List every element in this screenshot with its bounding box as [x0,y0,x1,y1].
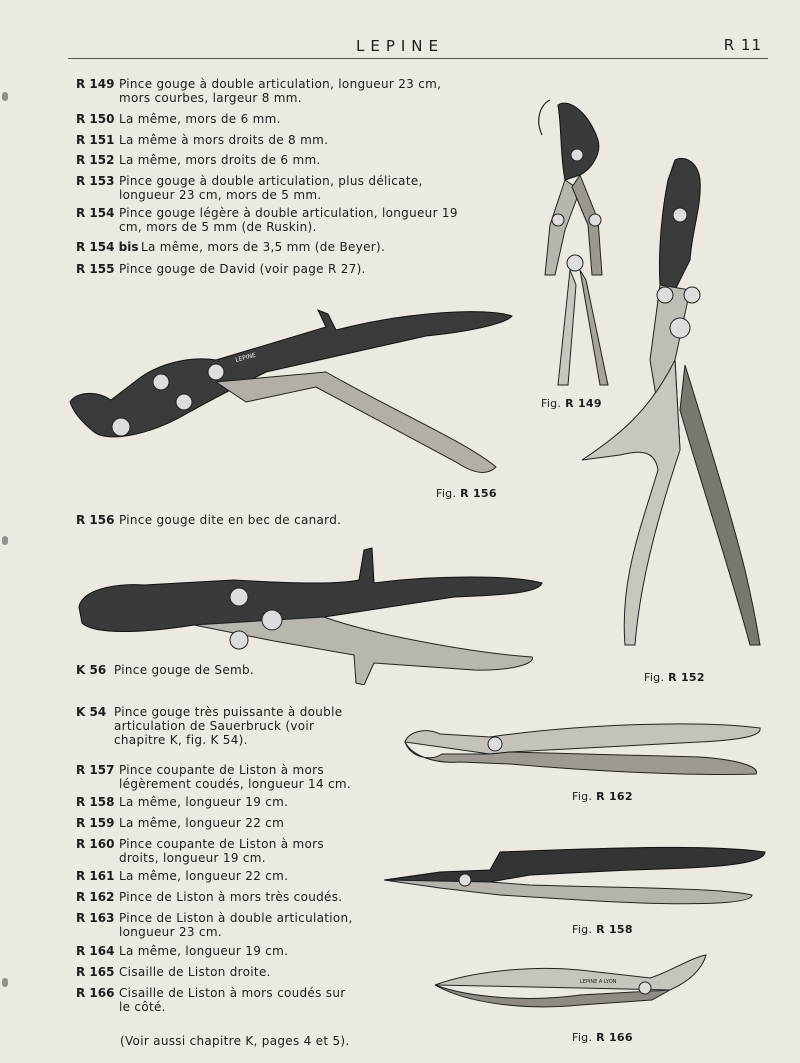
entry-code: R 166 [76,986,115,1000]
figure-r152-rongeur [580,150,765,650]
see-also-note: (Voir aussi chapitre K, pages 4 et 5). [120,1034,350,1048]
entry-code: R 161 [76,869,115,883]
entry-code: R 165 [76,965,115,979]
entry-code: R 158 [76,795,115,809]
entry-k54 [76,705,368,747]
caption-prefix: Fig. [572,1031,593,1044]
entry-text: La même, longueur 19 cm. [119,795,289,809]
entry-r165 [76,965,476,979]
entry-text: Cisaille de Liston à mors coudés sur le côté. [119,986,346,1014]
entry-text: La même, mors de 6 mm. [119,112,281,126]
entry-text: Pince de Liston à double articulation, longueur 23 cm. [119,911,353,939]
caption-prefix: Fig. [436,487,457,500]
entry-r149 [76,77,476,105]
entry-code: R 149 [76,77,115,91]
figure-r166-forceps [430,950,710,1025]
entry-code: R 152 [76,153,115,167]
caption-ref: R 156 [460,487,497,500]
page-number: R 11 [723,36,762,54]
entry-text: Pince gouge très puissante à double articulation de Sauerbruck (voir chapitre K, fig. K 54). [114,705,343,747]
entry-code: R 154 bis [76,240,139,254]
figure-caption-r166 [572,1031,633,1044]
entry-r156 [76,513,476,527]
entry-code: R 150 [76,112,115,126]
entry-r154-bis [76,240,476,254]
entry-text: Pince coupante de Liston à mors légèrement coudés, longueur 14 cm. [119,763,352,791]
figure-r158-forceps [380,840,768,910]
entry-code: R 156 [76,513,115,527]
entry-text: La même à mors droits de 8 mm. [119,133,329,147]
entry-r159 [76,816,476,830]
entry-r150 [76,112,476,126]
entry-text: Pince gouge à double articulation, plus délicate, longueur 23 cm, mors de 5 mm. [119,174,423,202]
entry-r166 [76,986,358,1014]
entry-code: K 54 [76,705,107,719]
caption-ref: R 149 [565,397,602,410]
entry-code: R 153 [76,174,115,188]
entry-text: Cisaille de Liston droite. [119,965,271,979]
figure-r162-forceps [400,712,765,788]
caption-prefix: Fig. [572,790,593,803]
entry-code: R 162 [76,890,115,904]
caption-ref: R 158 [596,923,633,936]
entry-text: La même, longueur 22 cm. [119,869,289,883]
entry-r158 [76,795,476,809]
entry-r163 [76,911,358,939]
entry-r157 [76,763,358,791]
page-header-title: LEPINE [355,37,444,55]
entry-code: R 164 [76,944,115,958]
figure-caption-r162 [572,790,633,803]
entry-r160 [76,837,358,865]
entry-r151 [76,133,476,147]
entry-r155 [76,262,476,276]
entry-text: Pince gouge de David (voir page R 27). [119,262,366,276]
entry-text: La même, mors droits de 6 mm. [119,153,321,167]
entry-code: R 155 [76,262,115,276]
figure-k56-rongeur [74,545,544,685]
caption-ref: R 162 [596,790,633,803]
entry-r152 [76,153,476,167]
figure-caption-r152 [644,671,705,684]
margin-mark [2,92,8,101]
caption-ref: R 166 [596,1031,633,1044]
entry-code: R 163 [76,911,115,925]
entry-code: R 160 [76,837,115,851]
margin-mark [2,978,8,987]
entry-r164 [76,944,476,958]
entry-text: Pince gouge légère à double articulation, longueur 19 cm, mors de 5 mm (de Ruskin). [119,206,458,234]
entry-text: Pince de Liston à mors très coudés. [119,890,343,904]
entry-text: La même, longueur 22 cm [119,816,285,830]
figure-r156-rongeur [66,302,516,482]
entry-code: R 154 [76,206,115,220]
entry-r154 [76,206,476,234]
figure-caption-r156 [436,487,497,500]
entry-text: Pince gouge dite en bec de canard. [119,513,342,527]
entry-text: La même, longueur 19 cm. [119,944,289,958]
engraved-brand-mark: LEPINE [234,351,257,364]
entry-text: Pince gouge de Semb. [114,663,255,677]
entry-code: R 157 [76,763,115,777]
entry-code: R 151 [76,133,115,147]
entry-text: Pince gouge à double articulation, longueur 23 cm, mors courbes, largeur 8 mm. [119,77,442,105]
figure-caption-r158 [572,923,633,936]
entry-code: R 159 [76,816,115,830]
entry-text: La même, mors de 3,5 mm (de Beyer). [141,240,386,254]
caption-prefix: Fig. [572,923,593,936]
caption-prefix: Fig. [644,671,665,684]
entry-code: K 56 [76,663,107,677]
entry-text: Pince coupante de Liston à mors droits, longueur 19 cm. [119,837,324,865]
caption-ref: R 152 [668,671,705,684]
engraved-brand-mark: LEPINE A LYON [580,979,617,985]
header-rule [68,58,768,59]
caption-prefix: Fig. [541,397,562,410]
entry-r153 [76,174,476,202]
margin-mark [2,536,8,545]
